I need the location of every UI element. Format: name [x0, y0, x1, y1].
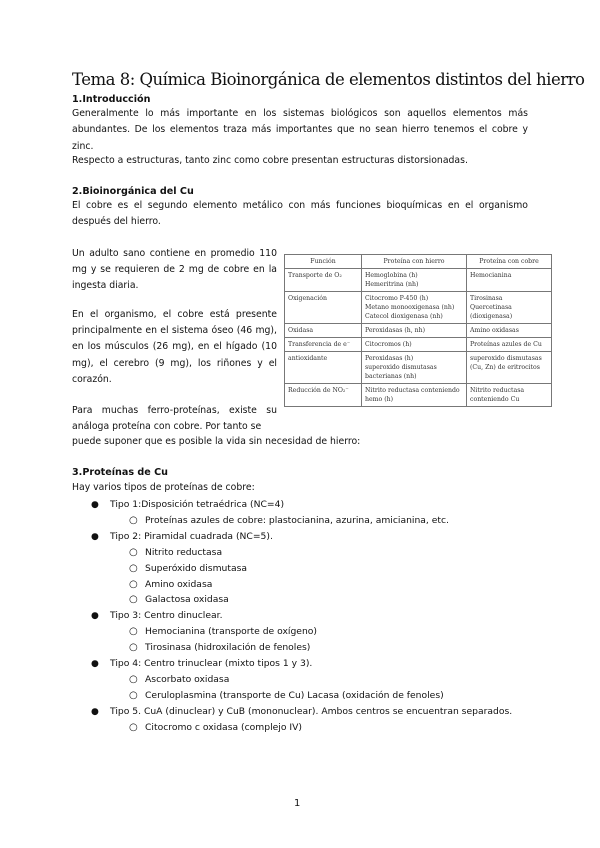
list-item-text: Tirosinasa (hidroxilación de fenoles) — [145, 642, 311, 654]
sub-list-item — [129, 561, 248, 577]
table-cell: Peroxidasas (h) superoxido dismutasas bacterianas (nh) — [362, 352, 467, 384]
table-cell: Transporte de O₂ — [285, 269, 362, 292]
table-cell: Nitrito reductasa conteniendo Cu — [467, 384, 552, 407]
section-2-heading: 2.Bioinorgánica del Cu — [72, 186, 194, 197]
circle-bullet-icon: ○ — [129, 673, 138, 685]
list-item — [91, 656, 313, 672]
sub-list-item — [129, 640, 311, 656]
sub-list-item — [129, 624, 317, 640]
circle-bullet-icon: ○ — [129, 562, 138, 574]
list-item-text: Superóxido dismutasa — [145, 562, 248, 574]
table-header-cell: Proteína con hierro — [362, 255, 467, 269]
list-item-text: Tipo 3: Centro dinuclear. — [110, 610, 223, 622]
list-item-text: Ascorbato oxidasa — [145, 673, 230, 685]
section-1-paragraph-1: Generalmente lo más importante en los sistemas biológicos son aquellos elementos más abundantes. De los elementos traza más importantes que no sean hierro tenemos el cobre y zinc. — [72, 108, 528, 152]
table-header-cell: Función — [285, 255, 362, 269]
circle-bullet-icon: ○ — [129, 689, 138, 701]
section-2-paragraph-1: El cobre es el segundo elemento metálico con más funciones bioquímicas en el organismo después del hierro. — [72, 200, 528, 228]
circle-bullet-icon: ○ — [129, 721, 138, 733]
table-cell: Hemocianina — [467, 269, 552, 292]
sub-list-item — [129, 545, 223, 561]
circle-bullet-icon: ○ — [129, 546, 138, 558]
list-item-text: Tipo 4: Centro trinuclear (mixto tipos 1 y 3). — [110, 658, 313, 669]
sub-list-item — [129, 577, 213, 593]
section-3-heading: 3.Proteínas de Cu — [72, 467, 168, 478]
table-cell: Reducción de NO₂⁻ — [285, 384, 362, 407]
section-2-paragraph-3: En el organismo, el cobre está presente principalmente en el sistema óseo (46 mg), en los músculos (26 mg), en el hígado (10 mg), el cerebro (9 mg), los riñones y el corazón. — [72, 309, 277, 385]
table-row — [285, 352, 552, 384]
circle-bullet-icon: ○ — [129, 578, 138, 590]
sub-list-item — [129, 592, 229, 608]
list-item-text: Amino oxidasa — [145, 578, 213, 590]
document-title: Tema 8: Química Bioinorgánica de elementos distintos del hierro — [72, 70, 585, 89]
table-row — [285, 338, 552, 352]
list-item-text: Hemocianina (transporte de oxígeno) — [145, 626, 317, 638]
table-cell: Hemoglobina (h) Hemeritrina (nh) — [362, 269, 467, 292]
circle-bullet-icon: ○ — [129, 514, 138, 526]
section-3-intro: Hay varios tipos de proteínas de cobre: — [72, 482, 255, 493]
page-number: 1 — [294, 798, 301, 809]
sub-list-item — [129, 672, 230, 688]
list-item-text: Tipo 5. CuA (dinuclear) y CuB (mononuclear). Ambos centros se encuentran separados. — [110, 705, 513, 717]
bullet-icon: ● — [91, 706, 99, 717]
table-row — [285, 269, 552, 292]
table-row — [285, 324, 552, 338]
table-cell: antioxidante — [285, 352, 362, 384]
table-cell: Transferencia de e⁻ — [285, 338, 362, 352]
list-item-text: Tipo 2: Piramidal cuadrada (NC=5). — [110, 530, 273, 542]
bullet-icon: ● — [91, 531, 99, 542]
section-2-paragraph-4b: puede suponer que es posible la vida sin necesidad de hierro: — [72, 436, 361, 447]
table-cell: Tirosinasa Quercetinasa (dioxigenasa) — [467, 292, 552, 324]
table-row — [285, 292, 552, 324]
list-item — [91, 608, 223, 624]
iron-copper-protein-table — [284, 254, 552, 407]
list-item-text: Proteínas azules de cobre: plastocianina, azurina, amicianina, etc. — [145, 514, 449, 526]
bullet-icon: ● — [91, 659, 99, 669]
list-item-text: Ceruloplasmina (transporte de Cu) Lacasa (oxidación de fenoles) — [145, 689, 444, 701]
sub-list-item — [129, 688, 444, 704]
table-body — [285, 269, 552, 407]
table-cell: Oxigenación — [285, 292, 362, 324]
table-cell: Oxidasa — [285, 324, 362, 338]
table-cell: Amino oxidasas — [467, 324, 552, 338]
bullet-icon: ● — [91, 500, 99, 510]
list-item-text: Nitrito reductasa — [145, 546, 223, 558]
sub-list-item — [129, 513, 449, 529]
section-2-paragraph-2: Un adulto sano contiene en promedio 110 mg y se requieren de 2 mg de cobre en la ingesta diaria. — [72, 248, 277, 292]
section-1-paragraph-2: Respecto a estructuras, tanto zinc como cobre presentan estructuras distorsionadas. — [72, 155, 468, 166]
circle-bullet-icon: ○ — [129, 626, 138, 638]
table-cell: Proteínas azules de Cu — [467, 338, 552, 352]
list-item — [91, 529, 273, 545]
table-cell: Citocromos (h) — [362, 338, 467, 352]
table-header-cell: Proteína con cobre — [467, 255, 552, 269]
list-item-text: Galactosa oxidasa — [145, 594, 229, 606]
table-cell: Peroxidasas (h, nh) — [362, 324, 467, 338]
table-row — [285, 384, 552, 407]
table-header-row — [285, 255, 552, 269]
table-cell: superoxido dismutasas (Cu, Zn) de eritrocitos — [467, 352, 552, 384]
list-item-text: Citocromo c oxidasa (complejo IV) — [145, 721, 302, 733]
list-item — [91, 704, 513, 720]
sub-list-item — [129, 720, 302, 736]
circle-bullet-icon: ○ — [129, 642, 138, 654]
table-cell: Citocromo P-450 (h) Metano monooxigenasa (nh) Catecol dioxigenasa (nh) — [362, 292, 467, 324]
list-item-text: Tipo 1:Disposición tetraédrica (NC=4) — [110, 499, 285, 510]
circle-bullet-icon: ○ — [129, 594, 138, 606]
section-2-paragraph-4a: Para muchas ferro-proteínas, existe su análoga proteína con cobre. Por tanto se — [72, 405, 277, 433]
list-item — [91, 497, 285, 513]
section-1-heading: 1.Introducción — [72, 94, 151, 105]
bullet-icon: ● — [91, 611, 99, 622]
table-cell: Nitrito reductasa conteniendo hemo (h) — [362, 384, 467, 407]
